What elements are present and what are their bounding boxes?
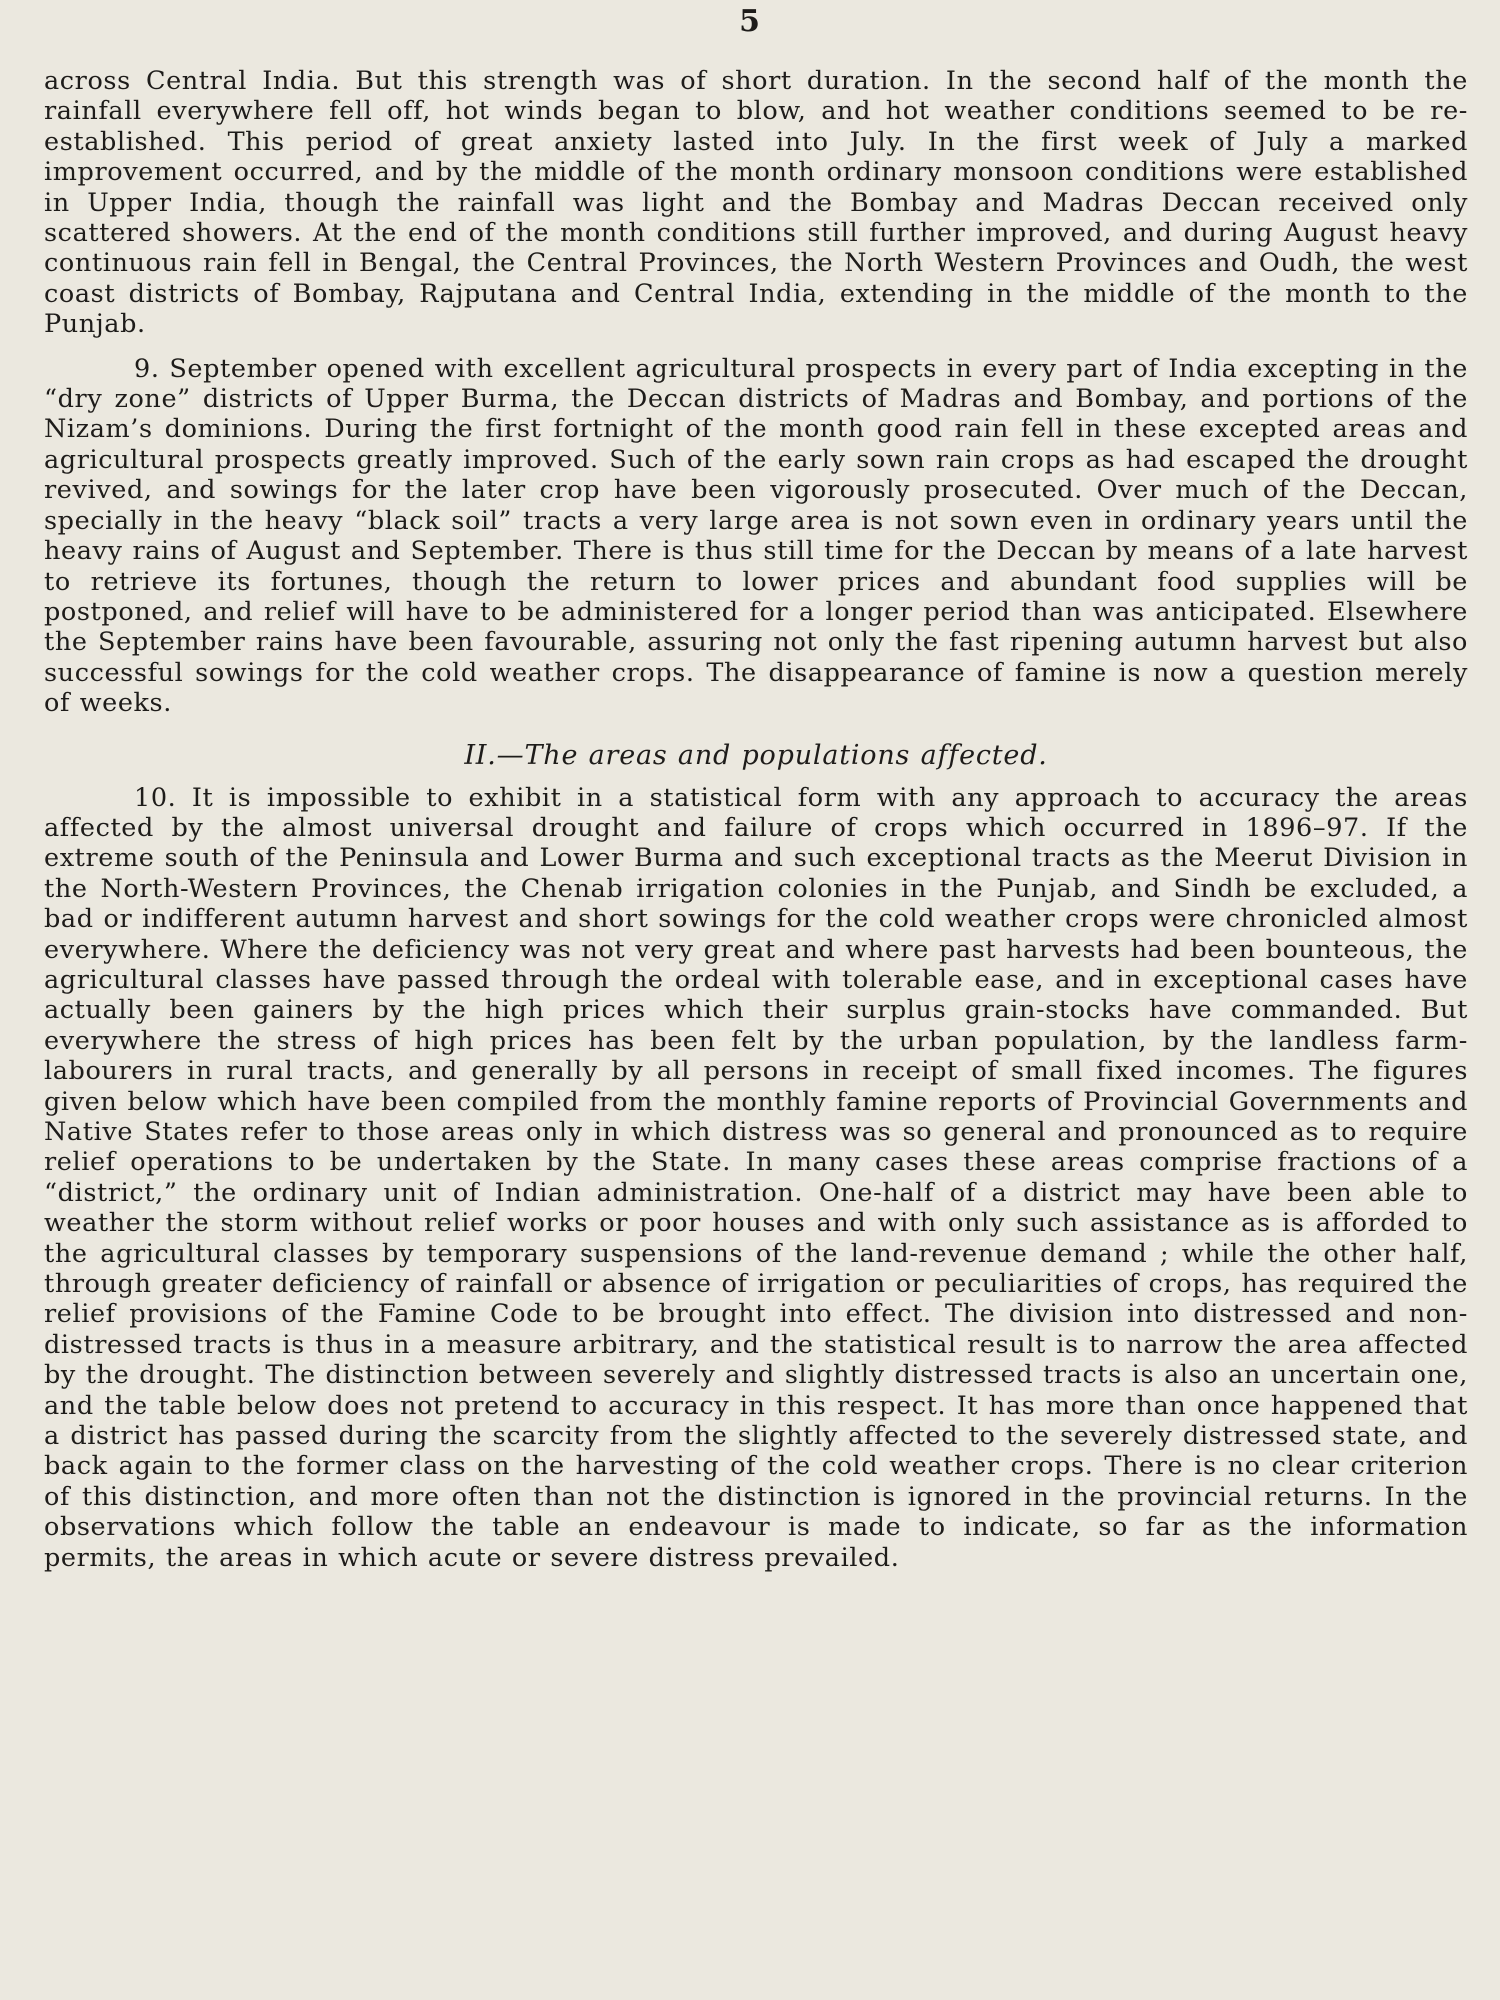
body-text <box>44 66 1468 1573</box>
paragraph-continuation: across Central India. But this strength was of short duration. In the second half of the month the rainfall everywhere fell off, hot winds began to blow, and hot weather conditions seemed to be re-established. This period of great anxiety lasted into July. In the first week of July a marked improvement occurred, and by the middle of the month ordinary monsoon conditions were established in Upper India, though the rainfall was light and the Bombay and Madras Deccan received only scattered showers. At the end of the month conditions still further improved, and during August heavy continuous rain fell in Bengal, the Central Provinces, the North Western Provinces and Oudh, the west coast districts of Bombay, Rajputana and Central India, extending in the middle of the month to the Punjab. <box>44 66 1468 340</box>
page-number: 5 <box>739 4 761 39</box>
paragraph-10: 10. It is impossible to exhibit in a statistical form with any approach to accuracy the areas affected by the almost universal drought and failure of crops which occurred in 1896–97. If the extreme south of the Peninsula and Lower Burma and such exceptional tracts as the Meerut Division in the North-Western Provinces, the Chenab irrigation colonies in the Punjab, and Sindh be excluded, a bad or indifferent autumn harvest and short sowings for the cold weather crops were chronicled almost everywhere. Where the deficiency was not very great and where past harvests had been bounteous, the agricultural classes have passed through the ordeal with tolerable ease, and in exceptional cases have actually been gainers by the high prices which their surplus grain-stocks have commanded. But everywhere the stress of high prices has been felt by the urban population, by the landless farm-labourers in rural tracts, and generally by all persons in receipt of small fixed incomes. The figures given below which have been compiled from the monthly famine reports of Provincial Governments and Native States refer to those areas only in which distress was so general and pronounced as to require relief operations to be undertaken by the State. In many cases these areas comprise fractions of a “district,” the ordinary unit of Indian administration. One-half of a district may have been able to weather the storm without relief works or poor houses and with only such assistance as is afforded to the agricultural classes by temporary suspensions of the land-revenue demand ; while the other half, through greater deficiency of rainfall or absence of irrigation or peculiarities of crops, has required the relief provisions of the Famine Code to be brought into effect. The division into distressed and non-distressed tracts is thus in a measure arbitrary, and the statistical result is to narrow the area affected by the drought. The distinction between severely and slightly distressed tracts is also an uncertain one, and the table below does not pretend to accuracy in this respect. It has more than once happened that a district has passed during the scarcity from the slightly affected to the severely distressed state, and back again to the former class on the harvesting of the cold weather crops. There is no clear criterion of this distinction, and more often than not the distinction is ignored in the provincial returns. In the observations which follow the table an endeavour is made to indicate, so far as the information permits, the areas in which acute or severe distress prevailed. <box>44 782 1468 1573</box>
paragraph-9: 9. September opened with excellent agricultural prospects in every part of India excepting in the “dry zone” districts of Upper Burma, the Deccan districts of Madras and Bombay, and portions of the Nizam’s dominions. During the first fortnight of the month good rain fell in these excepted areas and agricultural prospects greatly improved. Such of the early sown rain crops as had escaped the drought revived, and sowings for the later crop have been vigorously prosecuted. Over much of the Deccan, specially in the heavy “black soil” tracts a very large area is not sown even in ordinary years until the heavy rains of August and September. There is thus still time for the Deccan by means of a late harvest to retrieve its fortunes, though the return to lower prices and abundant food supplies will be postponed, and relief will have to be administered for a longer period than was anticipated. Elsewhere the September rains have been favourable, assuring not only the fast ripening autumn harvest but also successful sowings for the cold weather crops. The disappearance of famine is now a question merely of weeks. <box>44 353 1468 719</box>
section-heading: II.—The areas and populations affected. <box>464 739 1048 771</box>
